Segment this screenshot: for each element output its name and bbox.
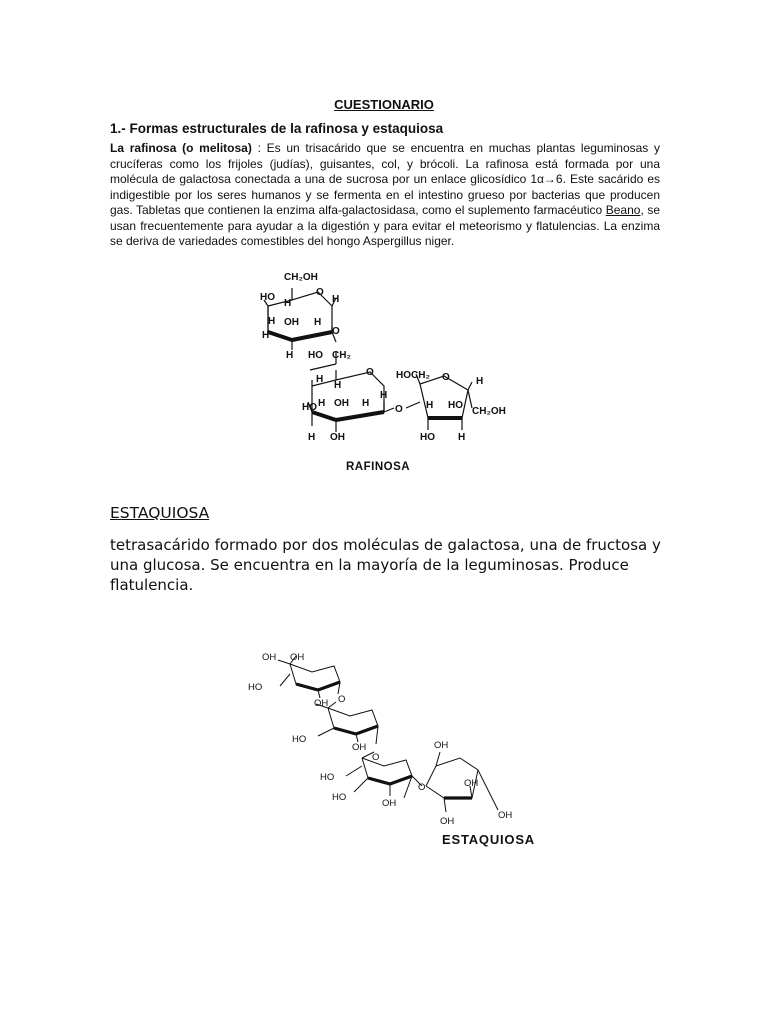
label-h: H <box>334 380 342 391</box>
paragraph-text-end: , se usan frecuentemente para ayudar a la digestión y para evitar el meteorismo y flatulencias. La enzima se deriva de variedades comestibles del hongo Aspergillus niger. <box>110 203 661 248</box>
label-h: H <box>476 376 484 387</box>
estaquiosa-description: tetrasacárido formado por dos moléculas de galactosa, una de fructosa y una glucosa. Se encuentra en la mayoría de la leguminosas. Produce flatulencia. <box>110 536 661 594</box>
label-o: O <box>395 404 403 415</box>
label-hoch2: HOCH₂ <box>396 370 430 381</box>
beano-link[interactable]: Beano <box>605 203 641 217</box>
label-ho: HO <box>308 350 323 361</box>
label-oh: OH <box>290 652 305 663</box>
label-ho: HO <box>320 772 335 783</box>
label-h: H <box>318 398 326 409</box>
label-ho: HO <box>332 792 347 803</box>
label-oh: OH <box>382 798 397 809</box>
label-o: O <box>332 326 340 337</box>
label-h: H <box>262 330 270 341</box>
label-h: H <box>284 298 292 309</box>
label-h: H <box>314 317 322 328</box>
label-oh: OH <box>464 778 479 789</box>
label-o: O <box>418 782 426 793</box>
label-ho: HO <box>302 402 317 413</box>
label-h: H <box>458 432 466 443</box>
paragraph-text: : Es un trisacárido que se encuentra en muchas plantas leguminosas y crucíferas como los frijoles (judías), guisantes, col, y brócoli. La rafinosa está formada por una molécula de galactosa conectada a una de sucrosa por un enlace glicosídico 1α→6. Este sacárido es indigestible por los seres humanos y se fermenta en el intestino grueso por bacterias que producen gas. Tabletas que contienen la enzima alfa-galactosidasa, como el suplemento farmacéutico <box>110 141 661 217</box>
label-o: O <box>372 752 380 763</box>
label-oh: OH <box>434 740 449 751</box>
label-oh: OH <box>314 698 329 709</box>
label-ch2: CH₂ <box>332 350 351 361</box>
label-ho: HO <box>420 432 435 443</box>
rafinosa-structure <box>240 262 530 477</box>
label-oh: OH <box>334 398 349 409</box>
label-o: O <box>442 372 450 383</box>
page-title: CUESTIONARIO <box>334 97 434 112</box>
paragraph-lead: La rafinosa (o melitosa) <box>110 141 252 155</box>
label-oh: OH <box>352 742 367 753</box>
estaquiosa-heading: ESTAQUIOSA <box>110 504 210 522</box>
label-ch2oh: CH₂OH <box>472 406 506 417</box>
label-ho: HO <box>292 734 307 745</box>
rafinosa-caption: RAFINOSA <box>346 461 411 473</box>
label-h: H <box>316 374 324 385</box>
estaquiosa-structure <box>240 640 560 855</box>
label-ho: HO <box>448 400 463 411</box>
label-oh: OH <box>262 652 277 663</box>
label-h: H <box>268 316 276 327</box>
label-ch2oh: CH₂OH <box>284 272 318 283</box>
label-h: H <box>380 390 388 401</box>
label-h: H <box>308 432 316 443</box>
section-heading: 1.- Formas estructurales de la rafinosa y estaquiosa <box>110 121 444 136</box>
label-ho: HO <box>260 292 275 303</box>
label-oh: OH <box>440 816 455 827</box>
label-o: O <box>338 694 346 705</box>
label-h: H <box>286 350 294 361</box>
label-oh: OH <box>284 317 299 328</box>
label-o: O <box>316 287 324 298</box>
label-ho: HO <box>248 682 263 693</box>
label-o: O <box>366 367 374 378</box>
label-oh: OH <box>330 432 345 443</box>
label-h: H <box>362 398 370 409</box>
label-oh: OH <box>498 810 513 821</box>
label-h: H <box>426 400 434 411</box>
label-h: H <box>332 294 340 305</box>
estaquiosa-caption: ESTAQUIOSA <box>442 832 535 847</box>
rafinosa-paragraph <box>110 141 660 250</box>
